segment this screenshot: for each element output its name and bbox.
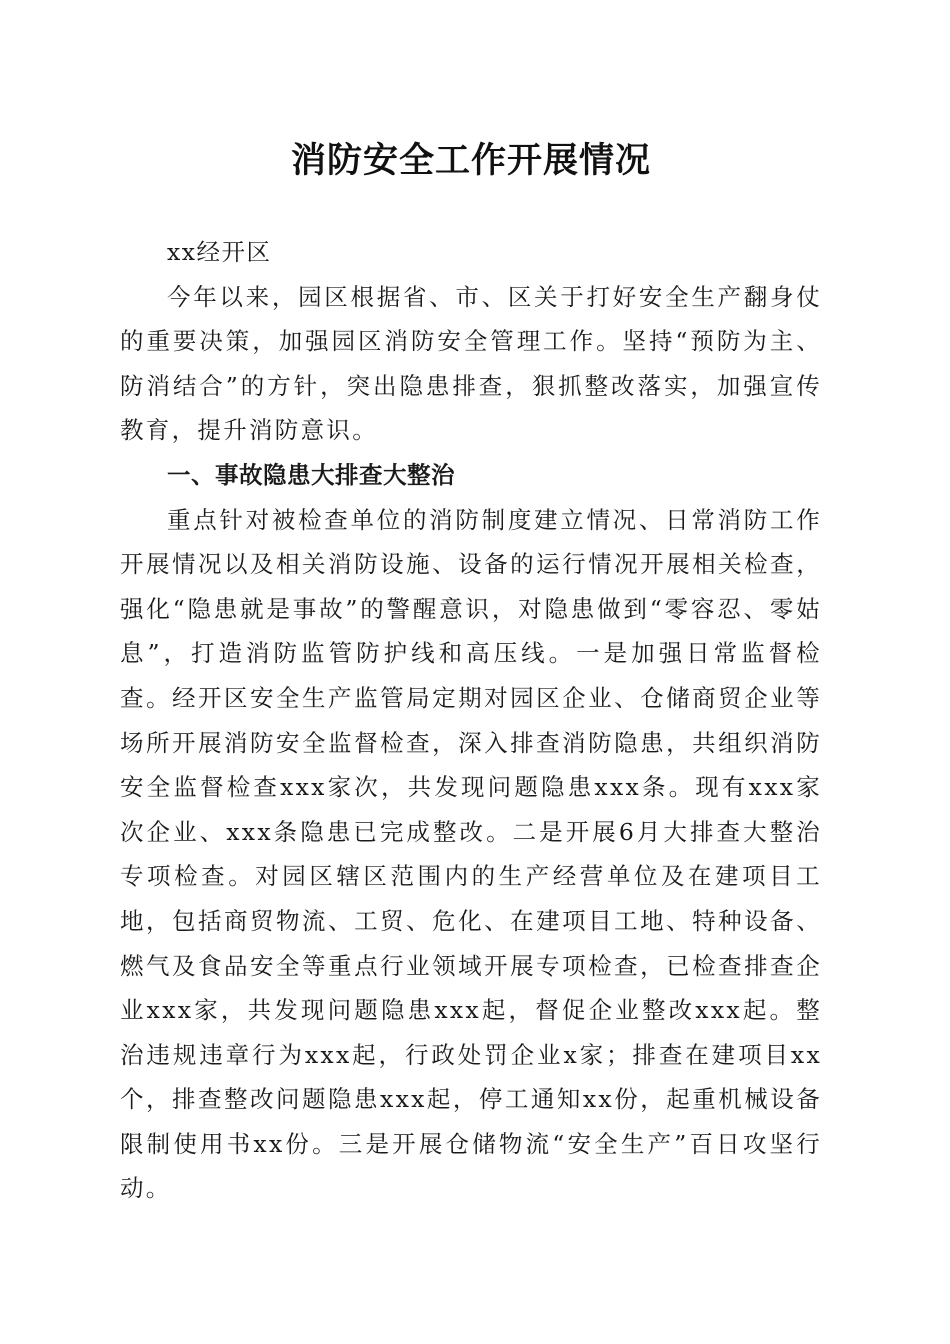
organization-line: xx经开区 bbox=[167, 238, 272, 266]
document-body bbox=[120, 230, 822, 1211]
document-title: 消防安全工作开展情况 bbox=[290, 140, 651, 181]
section-heading-1: 一、事故隐患大排查大整治 bbox=[167, 460, 455, 489]
intro-paragraph: 今年以来，园区根据省、市、区关于打好安全生产翻身仗的重要决策，加强园区消防安全管理工作。坚持“预防为主、防消结合”的方针，突出隐患排查，狠抓整改落实，加强宣传教育，提升消防意识。 bbox=[120, 282, 822, 445]
section-1-paragraph: 重点针对被检查单位的消防制度建立情况、日常消防工作开展情况以及相关消防设施、设备的运行情况开展相关检查，强化“隐患就是事故”的警醒意识，对隐患做到“零容忍、零姑息”，打造消防监管防护线和高压线。一是加强日常监督检查。经开区安全生产监管局定期对园区企业、仓储商贸企业等场所开展消防安全监督检查，深入排查消防隐患，共组织消防安全监督检查xxx家次，共发现问题隐患xxx条。现有xxx家次企业、xxx条隐患已完成整改。二是开展6月大排查大整治专项检查。对园区辖区范围内的生产经营单位及在建项目工地，包括商贸物流、工贸、危化、在建项目工地、特种设备、燃气及食品安全等重点行业领域开展专项检查，已检查排查企业xxx家，共发现问题隐患xxx起，督促企业整改xxx起。整治违规违章行为xxx起，行政处罚企业x家；排查在建项目xx个，排查整改问题隐患xxx起，停工通知xx份，起重机械设备限制使用书xx份。三是开展仓储物流“安全生产”百日攻坚行动。 bbox=[120, 505, 822, 1203]
